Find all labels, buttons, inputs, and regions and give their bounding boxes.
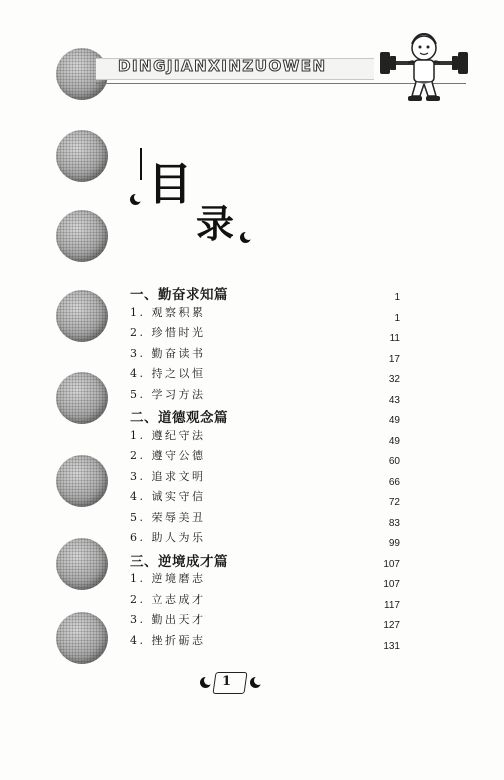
toc-page-number: 32 [388, 374, 400, 385]
crescent-icon [130, 194, 141, 205]
toc-item-title: 3. 勤出天才 [130, 613, 206, 626]
decor-circle-2 [56, 130, 108, 182]
toc-page-number: 127 [383, 620, 400, 631]
decor-circle-6 [56, 455, 108, 507]
toc-item-row [130, 468, 400, 488]
crescent-icon [250, 677, 261, 688]
toc-item-title: 4. 诚实守信 [130, 490, 206, 503]
toc-section-title: 三、逆境成才篇 [130, 553, 228, 570]
toc-page-number: 107 [383, 558, 400, 570]
toc-page-number: 49 [388, 435, 400, 447]
title-accent-bar [140, 148, 142, 180]
toc-page-number: 60 [388, 456, 400, 467]
toc-item-title: 1. 观察积累 [130, 305, 206, 319]
toc-item-title: 4. 挫折砺志 [130, 633, 206, 647]
toc-item-row [130, 591, 400, 611]
toc-page-number: 117 [384, 599, 400, 611]
toc-item-row [130, 386, 400, 406]
toc-section-title: 二、道德观念篇 [130, 410, 228, 426]
toc-item-row [130, 570, 400, 590]
toc-section-row [130, 406, 400, 426]
toc-item-row [130, 488, 400, 508]
toc-page-number: 43 [388, 394, 400, 406]
toc-item-title: 5. 学习方法 [130, 387, 206, 401]
toc-page-number: 72 [388, 497, 400, 508]
toc-item-title: 3. 追求文明 [130, 469, 206, 483]
decor-circle-3 [56, 210, 108, 262]
toc-item-title: 5. 荣辱美丑 [130, 510, 206, 524]
header-banner-text: DINGJIANXINZUOWEN [118, 57, 327, 75]
toc-page-number: 11 [389, 333, 400, 344]
decor-circle-4 [56, 290, 108, 342]
toc-page-number: 107 [383, 579, 400, 590]
page-number: 1 [222, 674, 232, 689]
title-char-lu: 录 [196, 201, 235, 246]
toc-item-row [130, 632, 400, 652]
toc-section-title: 一、勤奋求知篇 [130, 287, 228, 303]
title-char-mu: 目 [148, 159, 192, 210]
toc-page-number: 17 [388, 353, 400, 365]
decor-circle-7 [56, 538, 108, 590]
toc-page-number: 1 [394, 292, 400, 303]
toc-item-title: 4. 持之以恒 [130, 367, 206, 380]
toc-page-number: 66 [388, 476, 400, 488]
toc-item-title: 2. 立志成才 [130, 592, 206, 606]
weightlifter-mascot-icon [378, 30, 470, 106]
toc-item-row [130, 304, 400, 324]
toc-item-row [130, 529, 400, 549]
toc-section-row [130, 283, 400, 303]
crescent-icon [240, 232, 251, 243]
toc-item-row [130, 324, 400, 344]
toc-item-title: 2. 珍惜时光 [130, 326, 206, 339]
toc-item-row [130, 427, 400, 447]
toc-page-number: 83 [388, 517, 400, 529]
toc-item-title: 3. 勤奋读书 [130, 346, 206, 360]
toc-page-number: 99 [388, 538, 400, 549]
toc-item-row [130, 345, 400, 365]
decor-circle-8 [56, 612, 108, 664]
toc-item-title: 1. 逆境磨志 [130, 572, 206, 585]
toc-item-title: 1. 遵纪守法 [130, 428, 206, 442]
toc-item-row [130, 447, 400, 467]
toc-page-number: 49 [388, 415, 400, 426]
page-footer [200, 670, 260, 696]
toc-page-number: 131 [383, 640, 400, 652]
toc-page-number: 1 [394, 312, 400, 324]
crescent-icon [200, 677, 211, 688]
toc-item-row [130, 365, 400, 385]
toc-item-row [130, 509, 400, 529]
toc-section-row [130, 550, 400, 570]
toc-item-row [130, 611, 400, 631]
toc-item-title: 2. 遵守公德 [130, 449, 206, 462]
decor-circle-5 [56, 372, 108, 424]
toc-item-title: 6. 助人为乐 [130, 531, 206, 544]
